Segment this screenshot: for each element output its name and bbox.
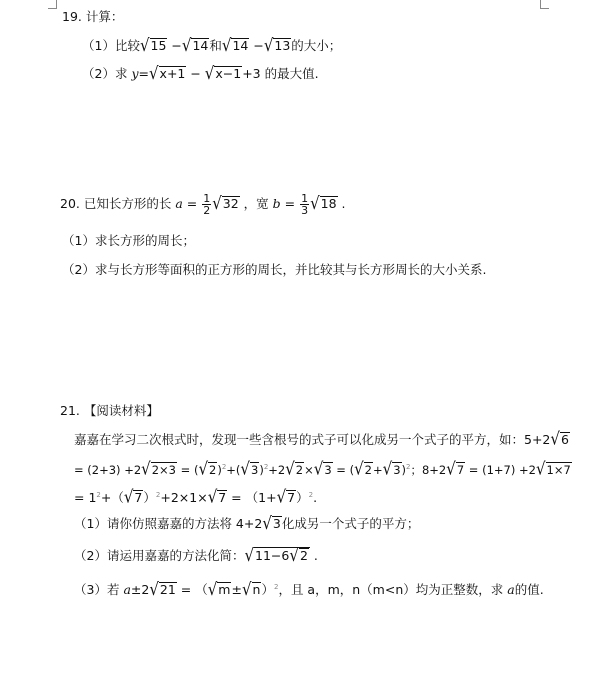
- crop-mark-left: [48, 0, 57, 9]
- crop-mark-right: [540, 0, 549, 9]
- q19-title: 19. 计算：: [62, 9, 124, 24]
- q20-part2: （2）求与长方形等面积的正方形的周长，并比较其与长方形周长的大小关系.: [62, 262, 487, 277]
- q20-part1: （1）求长方形的周长；: [62, 233, 195, 248]
- q19-part2: （2）求 y=√x+1 − √x−1+3 的最大值.: [82, 62, 319, 84]
- q21-part2: （2）请运用嘉嘉的方法化简：√11−6√2 .: [74, 544, 318, 566]
- q20-title: 20. 已知长方形的长 a = $\frac{1}{2}$ √32 ，宽 b = $\frac{1}{3}$ √18 .: [60, 192, 346, 217]
- q21-line3: = $1^2+(√7)^2+2\times 1\times√7 = (1+√7)^2$.: [74, 486, 318, 508]
- q21-part3: （3）若 $a\pm 2√21 = (√m\pm√n)^2$，且 a，m，n（m<n）均为正整数，求 a的值.: [74, 578, 544, 600]
- q19-part1: （1）比较√15 −√14和√14 −√13的大小；: [82, 34, 342, 56]
- q21-part1: （1）请你仿照嘉嘉的方法将 4+2√3化成另一个式子的平方；: [74, 512, 420, 534]
- q21-title: 21. 【阅读材料】: [60, 403, 159, 418]
- q21-intro: 嘉嘉在学习二次根式时，发现一些含根号的式子可以化成另一个式子的平方，如：5+2√6: [74, 428, 569, 450]
- q21-line2: = $(2+3) +2√2\times 3 = (√2)^2+(√3)^2+2√2\times√3 = (√2+√3)^2$；8+2√7 = (1+7) +2√1×7: [74, 458, 571, 480]
